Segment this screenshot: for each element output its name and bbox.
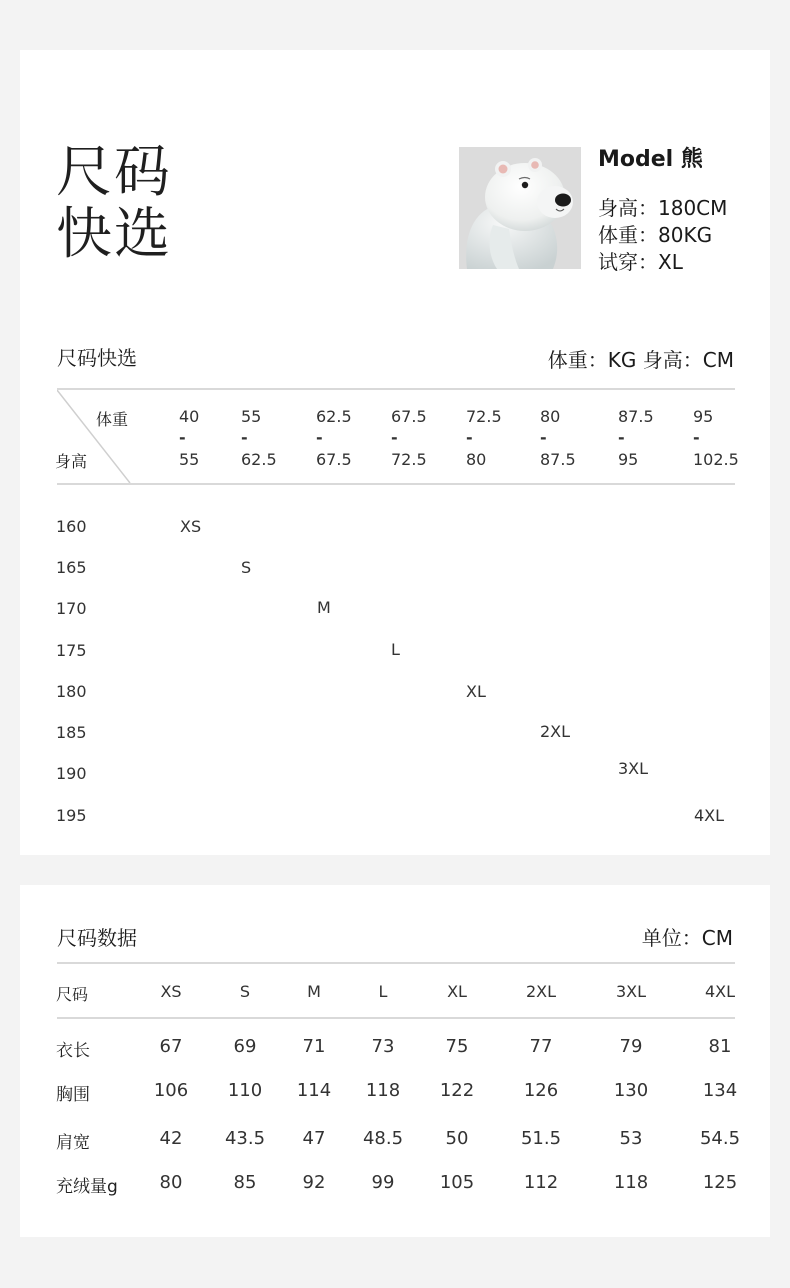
height-row-label: 165 <box>56 558 87 577</box>
recommended-size: L <box>391 640 400 659</box>
measurement-value: 67 <box>159 1036 183 1057</box>
header-diagonal-line <box>57 390 131 484</box>
measurement-row-label: 衣长 <box>56 1041 90 1061</box>
weight-range-dash: - <box>391 428 398 447</box>
weight-range-to: 67.5 <box>316 450 352 469</box>
page-title <box>56 142 172 266</box>
weight-range-from: 62.5 <box>316 407 352 426</box>
height-row-label: 190 <box>56 764 87 783</box>
measurement-value: 48.5 <box>362 1128 404 1149</box>
page-title-line1: 尺码 <box>56 140 172 205</box>
size-column-header: XS <box>160 982 182 1001</box>
height-row-label: 160 <box>56 517 87 536</box>
corner-weight-label: 体重 <box>96 410 129 429</box>
recommended-size: S <box>241 558 252 577</box>
model-weight: 体重：80KG <box>598 223 713 247</box>
size-column-header: 3XL <box>615 982 647 1001</box>
measurement-value: 114 <box>296 1080 332 1101</box>
measurement-value: 50 <box>445 1128 469 1149</box>
weight-range-to: 55 <box>179 450 200 469</box>
measurement-value: 51.5 <box>520 1128 562 1149</box>
height-row-label: 195 <box>56 806 87 825</box>
measurement-value: 81 <box>708 1036 732 1057</box>
size-column-header: L <box>378 982 388 1001</box>
measurement-value: 80 <box>159 1172 183 1193</box>
size-column-header: 2XL <box>525 982 557 1001</box>
divider <box>57 388 735 390</box>
recommended-size: 2XL <box>540 722 571 741</box>
weight-range-to: 102.5 <box>693 450 739 469</box>
model-trial-size: 试穿：XL <box>598 250 683 274</box>
weight-range-dash: - <box>241 428 248 447</box>
quick-size-card <box>20 50 770 855</box>
divider <box>57 962 735 964</box>
model-bear-image <box>459 147 581 269</box>
measurement-value: 85 <box>233 1172 257 1193</box>
weight-range-to: 87.5 <box>540 450 576 469</box>
weight-range-dash: - <box>466 428 473 447</box>
model-name: Model 熊 <box>598 147 703 172</box>
weight-range-dash: - <box>316 428 323 447</box>
measurement-value: 110 <box>227 1080 263 1101</box>
weight-range-from: 55 <box>241 407 262 426</box>
measurement-value: 92 <box>302 1172 326 1193</box>
measurement-value: 43.5 <box>224 1128 266 1149</box>
divider <box>57 483 735 485</box>
recommended-size: XS <box>180 517 202 536</box>
height-row-label: 170 <box>56 599 87 618</box>
recommended-size: XL <box>466 682 486 701</box>
weight-range-from: 40 <box>179 407 200 426</box>
recommended-size: 4XL <box>694 806 725 825</box>
measurement-value: 73 <box>371 1036 395 1057</box>
quick-section-units: 体重：KG 身高：CM <box>547 348 734 372</box>
measurement-value: 122 <box>439 1080 475 1101</box>
page-title-line2: 快选 <box>56 202 172 267</box>
data-section-title: 尺码数据 <box>57 926 137 950</box>
weight-range-from: 72.5 <box>466 407 502 426</box>
weight-range-dash: - <box>693 428 700 447</box>
measurement-value: 125 <box>702 1172 738 1193</box>
weight-range-from: 87.5 <box>618 407 654 426</box>
model-height: 身高：180CM <box>598 196 728 220</box>
polar-bear-illustration <box>459 147 581 269</box>
measurement-value: 79 <box>619 1036 643 1057</box>
measurement-row-label: 胸围 <box>56 1085 90 1105</box>
measurement-row-label: 肩宽 <box>56 1133 90 1153</box>
measurement-value: 69 <box>233 1036 257 1057</box>
measurement-value: 77 <box>529 1036 553 1057</box>
weight-range-to: 95 <box>618 450 639 469</box>
measurement-value: 71 <box>302 1036 326 1057</box>
weight-range-dash: - <box>179 428 186 447</box>
measurement-row-label: 充绒量g <box>56 1177 118 1197</box>
measurement-value: 42 <box>159 1128 183 1149</box>
recommended-size: M <box>317 598 331 617</box>
weight-range-from: 80 <box>540 407 561 426</box>
measurement-value: 105 <box>439 1172 475 1193</box>
measurement-value: 118 <box>613 1172 649 1193</box>
data-section-units: 单位：CM <box>641 926 733 950</box>
weight-range-to: 72.5 <box>391 450 427 469</box>
size-data-card <box>20 885 770 1237</box>
size-column-header: XL <box>447 982 467 1001</box>
corner-height-label: 身高 <box>55 452 88 471</box>
weight-range-to: 80 <box>466 450 487 469</box>
height-row-label: 180 <box>56 682 87 701</box>
measurement-value: 118 <box>365 1080 401 1101</box>
size-column-header: S <box>239 982 251 1001</box>
weight-range-from: 95 <box>693 407 714 426</box>
measurement-value: 75 <box>445 1036 469 1057</box>
weight-range-dash: - <box>618 428 625 447</box>
measurement-value: 53 <box>619 1128 643 1149</box>
weight-range-from: 67.5 <box>391 407 427 426</box>
size-column-header: M <box>307 982 321 1001</box>
measurement-value: 112 <box>523 1172 559 1193</box>
recommended-size: 3XL <box>618 759 649 778</box>
measurement-value: 130 <box>613 1080 649 1101</box>
measurement-value: 126 <box>523 1080 559 1101</box>
weight-range-dash: - <box>540 428 547 447</box>
size-column-header: 4XL <box>704 982 736 1001</box>
divider <box>57 1017 735 1019</box>
measurement-value: 47 <box>302 1128 326 1149</box>
measurement-value: 134 <box>702 1080 738 1101</box>
size-header-label: 尺码 <box>56 985 89 1004</box>
height-row-label: 175 <box>56 641 87 660</box>
quick-section-title: 尺码快选 <box>57 346 137 370</box>
measurement-value: 99 <box>371 1172 395 1193</box>
height-row-label: 185 <box>56 723 87 742</box>
measurement-value: 106 <box>153 1080 189 1101</box>
weight-range-to: 62.5 <box>241 450 277 469</box>
measurement-value: 54.5 <box>699 1128 741 1149</box>
